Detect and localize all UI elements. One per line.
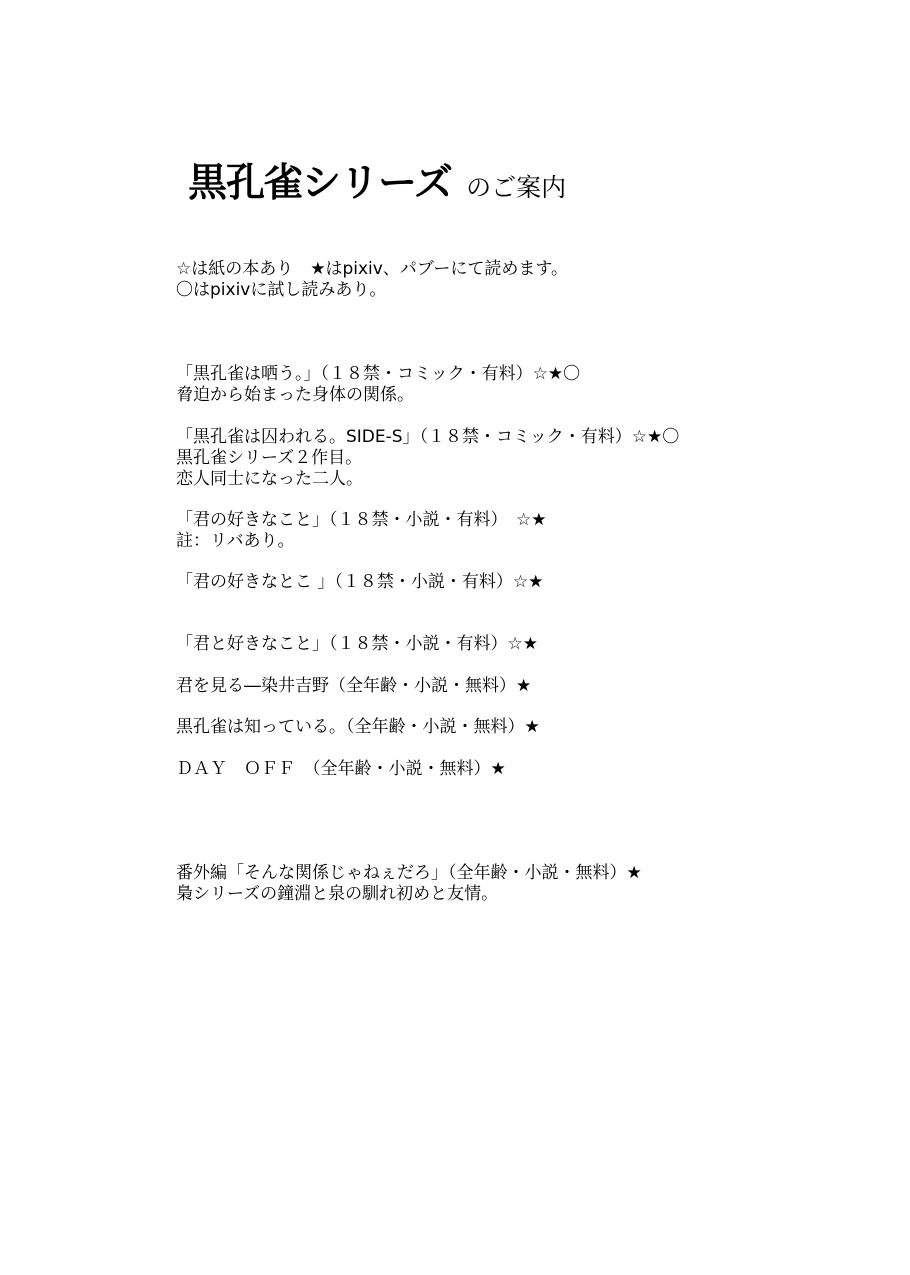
- entry-title: 君を見る―染井吉野（全年齢・小説・無料）★: [176, 676, 532, 696]
- page-title: [188, 152, 566, 208]
- entry-title: 「君と好きなこと」（１８禁・小説・有料）☆★: [176, 634, 538, 654]
- entry-title: 「君の好きなこと」（１８禁・小説・有料） ☆★: [176, 510, 547, 530]
- legend-line: ☆は紙の本あり ★はpixiv、パブーにて読めます。: [176, 259, 568, 279]
- series-title: 黒孔雀シリーズ: [188, 161, 453, 206]
- entry-description: 恋人同士になった二人。: [176, 469, 363, 489]
- entry-description: 註：リバあり。: [176, 531, 295, 551]
- series-title-suffix: のご案内: [466, 173, 567, 202]
- entry-description: 脅迫から始まった身体の関係。: [176, 385, 414, 405]
- entry-description: 梟シリーズの鐘淵と泉の馴れ初めと友情。: [176, 884, 499, 904]
- legend-line: 〇はpixivに試し読みあり。: [176, 280, 387, 300]
- entry-title: 番外編「そんな関係じゃねぇだろ」（全年齢・小説・無料）★: [176, 863, 642, 883]
- entry-title: 「君の好きなとこ 」（１８禁・小説・有料）☆★: [176, 572, 544, 592]
- entry-title: 「黒孔雀は哂う。」（１８禁・コミック・有料）☆★〇: [176, 364, 581, 384]
- entry-title: 黒孔雀は知っている。（全年齢・小説・無料）★: [176, 717, 540, 737]
- entry-title: ＤＡＹ ＯＦＦ （全年齢・小説・無料）★: [176, 759, 506, 779]
- entry-title: 「黒孔雀は囚われる。SIDE-S」（１８禁・コミック・有料）☆★〇: [176, 427, 680, 447]
- entry-description: 黒孔雀シリーズ２作目。: [176, 448, 363, 468]
